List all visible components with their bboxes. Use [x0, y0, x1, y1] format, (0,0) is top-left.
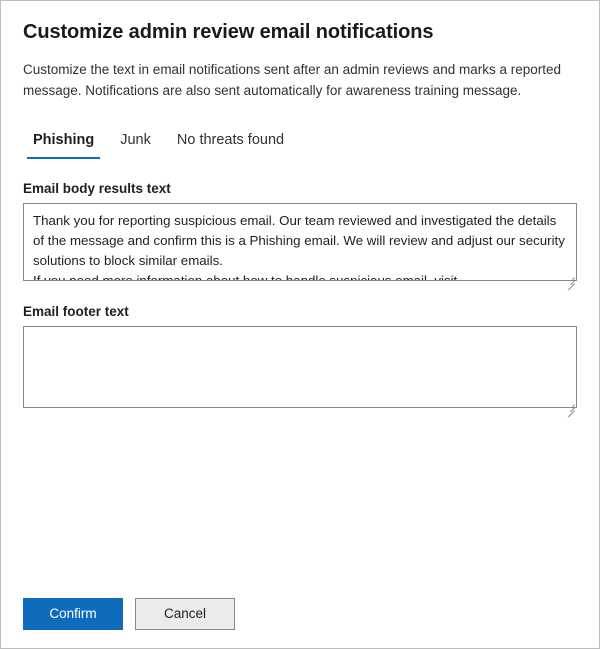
- tab-list: [23, 127, 577, 159]
- confirm-button[interactable]: Confirm: [23, 598, 123, 630]
- tab-junk[interactable]: Junk: [110, 127, 161, 159]
- dialog-footer: [1, 598, 599, 648]
- tab-phishing[interactable]: Phishing: [23, 127, 104, 159]
- tab-no-threats-found[interactable]: No threats found: [167, 127, 294, 159]
- email-body-input[interactable]: [23, 203, 577, 281]
- page-title: Customize admin review email notifications: [23, 21, 434, 43]
- cancel-button[interactable]: Cancel: [135, 598, 235, 630]
- email-footer-label: Email footer text: [23, 304, 129, 319]
- email-body-field: [23, 181, 577, 286]
- email-footer-textarea-wrap: [23, 326, 577, 413]
- dialog-body: [1, 1, 599, 598]
- email-body-label: Email body results text: [23, 181, 171, 196]
- email-footer-input[interactable]: [23, 326, 577, 408]
- email-footer-field: [23, 304, 577, 413]
- dialog-description: Customize the text in email notifications sent after an admin reviews and marks a reported message. Notifications are also sent automatically for awareness training message.: [23, 62, 562, 98]
- email-body-textarea-wrap: [23, 203, 577, 286]
